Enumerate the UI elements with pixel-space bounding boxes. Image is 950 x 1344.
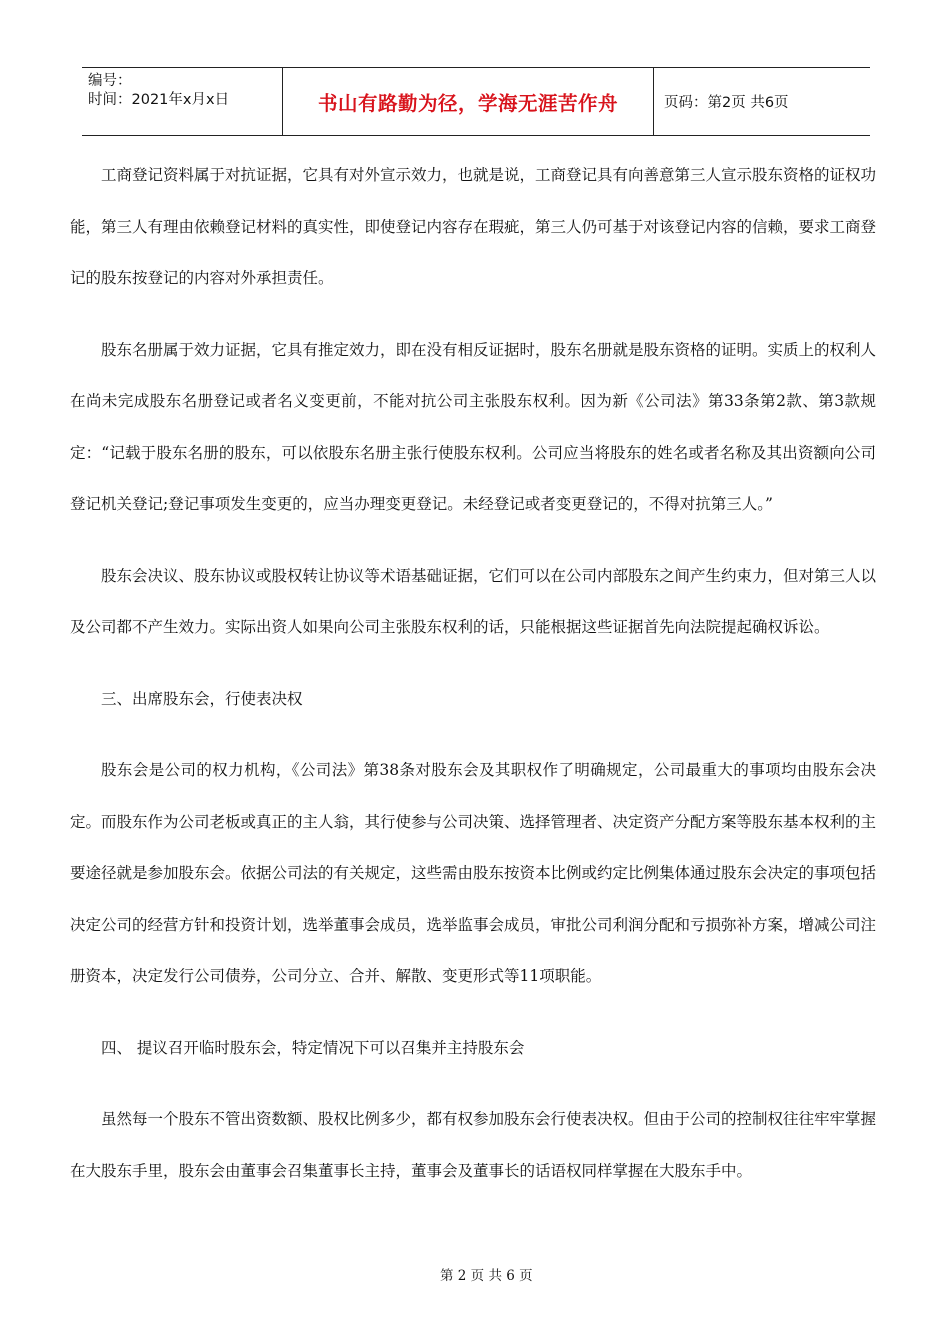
paragraph-voting-rights: 虽然每一个股东不管出资数额、股权比例多少，都有权参加股东会行使表决权。但由于公司的控制权往往牢牢掌握在大股东手里，股东会由董事会召集董事长主持，董事会及董事长的话语权同样掌握在大股东手中。 <box>70 1110 877 1180</box>
time-label: 时间：2021年x月x日 <box>88 92 230 108</box>
section-heading-3: 三、出席股东会，行使表决权 <box>101 689 303 708</box>
paragraph-shareholder-register: 股东名册属于效力证据，它具有推定效力，即在没有相反证据时，股东名册就是股东资格的证明。实质上的权利人在尚未完成股东名册登记或者名义变更前，不能对抗公司主张股东权利。因为新《公司法》第33条第2款、第3款规定：“记载于股东名册的股东，可以依股东名册主张行使股东权利。公司应当将股东的姓名或者名称及其出资额向公司登记机关登记;登记事项发生变更的，应当办理变更登记。未经登记或者变更登记的，不得对抗第三人。” <box>70 340 877 513</box>
page-footer: 第 2 页 共 6 页 <box>440 1268 533 1284</box>
paragraph-shareholder-meeting: 股东会是公司的权力机构，《公司法》第38条对股东会及其职权作了明确规定，公司最重大的事项均由股东会决定。而股东作为公司老板或真正的主人翁，其行使参与公司决策、选择管理者、决定资产分配方案等股东基本权利的主要途径就是参加股东会。依据公司法的有关规定，这些需由股东按资本比例或约定比例集体通过股东会决定的事项包括决定公司的经营方针和投资计划，选举董事会成员，选举监事会成员，审批公司利润分配和亏损弥补方案，增减公司注册资本，决定发行公司债券，公司分立、合并、解散、变更形式等11项职能。 <box>70 761 877 985</box>
document-header <box>82 67 870 136</box>
paragraph-registration: 工商登记资料属于对抗证据，它具有对外宣示效力，也就是说，工商登记具有向善意第三人宣示股东资格的证权功能，第三人有理由依赖登记材料的真实性，即使登记内容存在瑕疵，第三人仍可基于对该登记内容的信赖，要求工商登记的股东按登记的内容对外承担责任。 <box>70 166 877 287</box>
section-heading-4: 四、 提议召开临时股东会，特定情况下可以召集并主持股东会 <box>101 1038 525 1057</box>
paragraph-resolution-evidence: 股东会决议、股东协议或股权转让协议等术语基础证据，它们可以在公司内部股东之间产生约束力，但对第三人以及公司都不产生效力。实际出资人如果向公司主张股东权利的话，只能根据这些证据首先向法院提起确权诉讼。 <box>70 566 877 636</box>
number-label: 编号： <box>88 73 132 89</box>
header-meta <box>82 68 282 135</box>
header-motto: 书山有路勤为径，学海无涯苦作舟 <box>282 68 654 135</box>
header-page-info: 页码：第2页 共6页 <box>664 95 789 111</box>
document-body <box>70 150 876 1217</box>
